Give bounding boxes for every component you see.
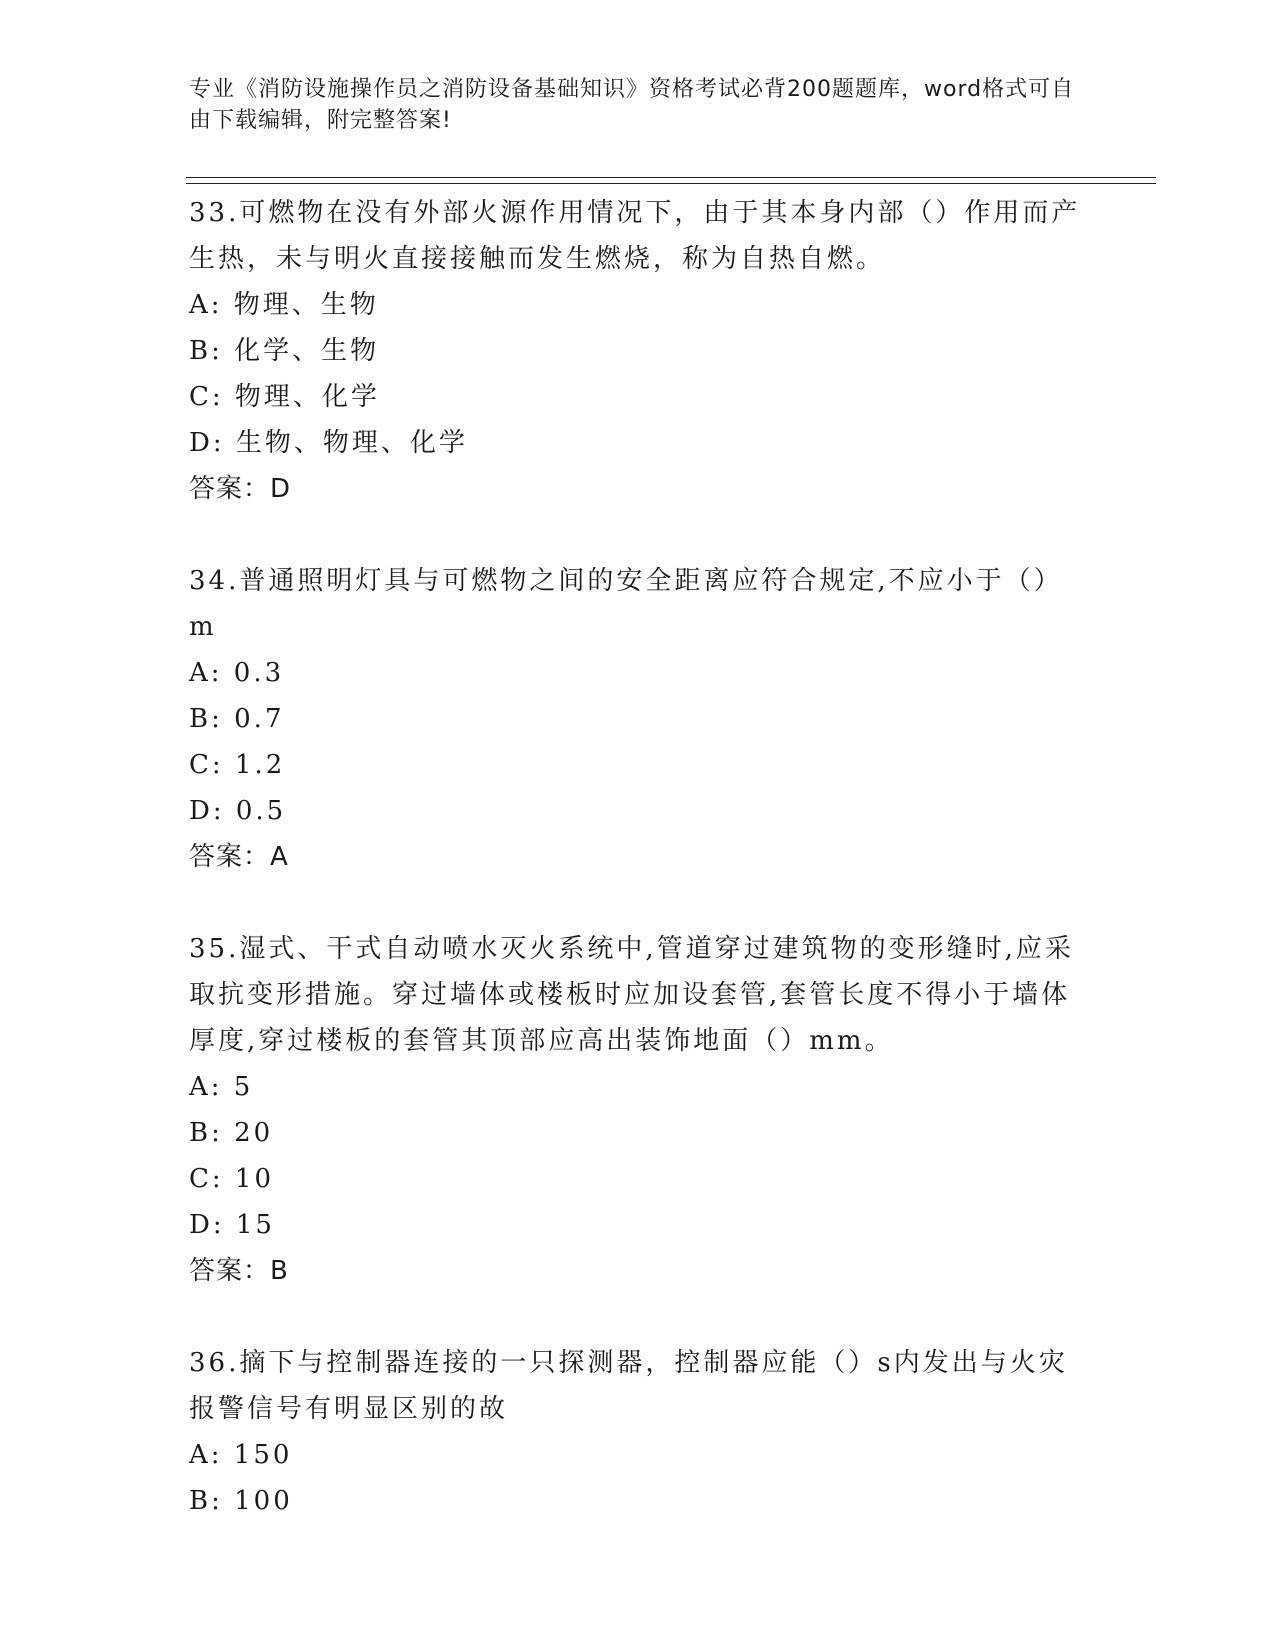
question-35 [189,926,1089,1294]
option-c: C: 1.2 [189,750,286,780]
header-divider-top [186,177,1156,178]
option-c: C: 10 [189,1164,275,1194]
question-spacer [189,880,1089,926]
answer-line: 答案：D [189,474,292,504]
document-header: 专业《消防设施操作员之消防设备基础知识》资格考试必背200题题库，word格式可自由下载编辑，附完整答案! [189,77,1075,133]
answer-line: 答案：B [189,1256,289,1286]
question-text: 36.摘下与控制器连接的一只探测器，控制器应能（）s内发出与火灾报警信号有明显区别的故 [189,1348,1068,1424]
question-spacer [189,512,1089,558]
option-a: A: 0.3 [189,658,285,688]
question-34 [189,558,1089,880]
option-b: B: 化学、生物 [189,336,380,366]
option-b: B: 0.7 [189,704,285,734]
option-d: D: 15 [189,1210,275,1240]
option-a: A: 5 [189,1072,254,1102]
option-a: A: 150 [189,1440,293,1470]
option-a: A: 物理、生物 [189,290,379,320]
option-b: B: 100 [189,1486,293,1516]
option-d: D: 生物、物理、化学 [189,428,468,458]
option-c: C: 物理、化学 [189,382,380,412]
header-divider-bottom [186,183,1156,184]
answer-line: 答案：A [189,842,289,872]
option-b: B: 20 [189,1118,274,1148]
question-text: 33.可燃物在没有外部火源作用情况下，由于其本身内部（）作用而产生热，未与明火直接接触而发生燃烧，称为自热自燃。 [189,198,1081,274]
option-d: D: 0.5 [189,796,287,826]
question-33 [189,190,1089,512]
question-spacer [189,1294,1089,1340]
question-36 [189,1340,1089,1524]
question-text: 35.湿式、干式自动喷水灭火系统中,管道穿过建筑物的变形缝时,应采取抗变形措施。穿过墙体或楼板时应加设套管,套管长度不得小于墙体厚度,穿过楼板的套管其顶部应高出装饰地面（）mm。 [189,934,1074,1056]
question-list [189,190,1089,1524]
question-text: 34.普通照明灯具与可燃物之间的安全距离应符合规定,不应小于（）m [189,566,1063,642]
